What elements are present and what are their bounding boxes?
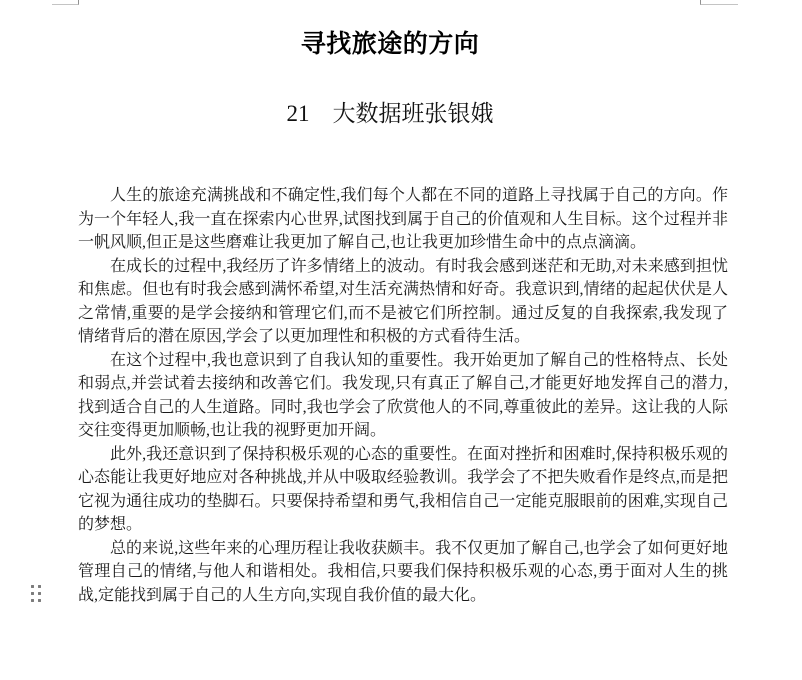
paragraph-2[interactable]: 在成长的过程中,我经历了许多情绪上的波动。有时我会感到迷茫和无助,对未来感到担忧和焦虑。但也有时我会感到满怀希望,对生活充满热情和好奇。我意识到,情绪的起起伏伏是人之常情,重要的是学会接纳和管理它们,而不是被它们所控制。通过反复的自我探索,我发现了情绪背后的潜在原因,学会了以更加理性和积极的方式看待生活。 (78, 257, 728, 345)
drag-handle-dot (31, 585, 34, 588)
paragraph-1[interactable]: 人生的旅途充满挑战和不确定性,我们每个人都在不同的道路上寻找属于自己的方向。作为一个年轻人,我一直在探索内心世界,试图找到属于自己的价值观和人生目标。这个过程并非一帆风顺,但正是这些磨难让我更加了解自己,也让我更加珍惜生命中的点点滴滴。 (78, 187, 728, 251)
document-body (78, 184, 728, 607)
drag-handle-dot (38, 599, 41, 602)
drag-handle-dot (38, 592, 41, 595)
document-byline[interactable]: 21 大数据班张银娥 (286, 101, 494, 126)
drag-handle-icon[interactable] (29, 583, 43, 604)
drag-handle-dot (38, 585, 41, 588)
crop-mark-top-left-icon (52, 0, 79, 5)
crop-mark-top-right-icon (700, 0, 738, 5)
paragraph-3[interactable]: 在这个过程中,我也意识到了自我认知的重要性。我开始更加了解自己的性格特点、长处和弱点,并尝试着去接纳和改善它们。我发现,只有真正了解自己,才能更好地发挥自己的潜力,找到适合自己的人生道路。同时,我也学会了欣赏他人的不同,尊重彼此的差异。这让我的人际交往变得更加顺畅,也让我的视野更加开阔。 (78, 351, 728, 439)
paragraph-4[interactable]: 此外,我还意识到了保持积极乐观的心态的重要性。在面对挫折和困难时,保持积极乐观的心态能让我更好地应对各种挑战,并从中吸取经验教训。我学会了不把失败看作是终点,而是把它视为通往成功的垫脚石。只要保持希望和勇气,我相信自己一定能克服眼前的困难,实现自己的梦想。 (78, 445, 728, 533)
document-title[interactable]: 寻找旅途的方向 (300, 30, 480, 58)
drag-handle-dot (31, 592, 34, 595)
paragraph-5[interactable]: 总的来说,这些年来的心理历程让我收获颇丰。我不仅更加了解自己,也学会了如何更好地管理自己的情绪,与他人和谐相处。我相信,只要我们保持积极乐观的心态,勇于面对人生的挑战,定能找到属于自己的人生方向,实现自我价值的最大化。 (78, 539, 728, 604)
drag-handle-dot (31, 599, 34, 602)
